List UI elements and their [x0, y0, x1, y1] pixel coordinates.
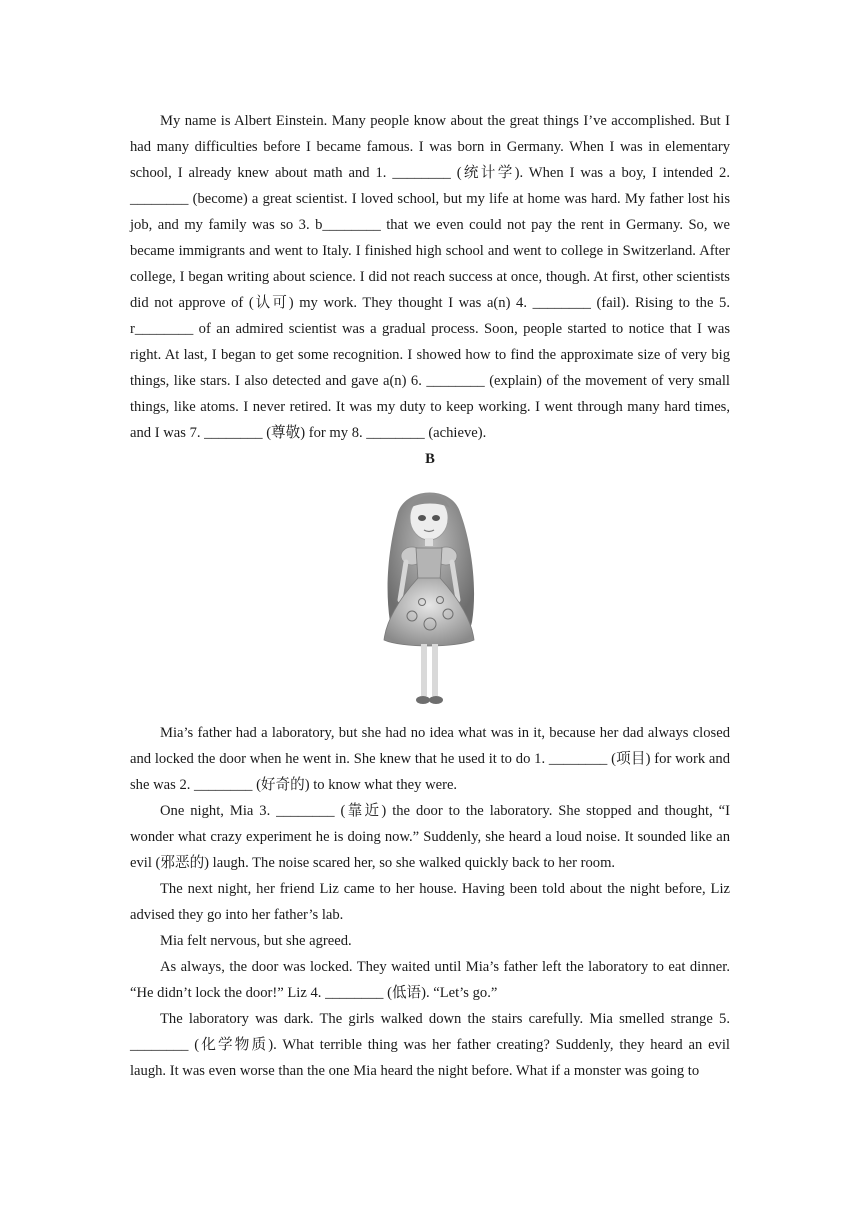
- passage-b-paragraph-6: The laboratory was dark. The girls walked down the stairs carefully. Mia smelled strange 5. ________ (化学物质). What terrible thing was her father creating? Suddenly, they heard an evil laugh. It was even worse than the one Mia heard the night before. What if a monster was going to: [130, 1011, 730, 1079]
- passage-b-paragraph-4: Mia felt nervous, but she agreed.: [160, 933, 352, 949]
- document-page: [130, 108, 730, 1084]
- section-b-label: B: [425, 451, 435, 467]
- doll-figure: [130, 472, 730, 712]
- passage-b-paragraph-3: The next night, her friend Liz came to her house. Having been told about the night before, Liz advised they go into her father’s lab.: [130, 881, 730, 923]
- doll-illustration-icon: [360, 472, 500, 712]
- passage-a-paragraph: My name is Albert Einstein. Many people know about the great things I’ve accomplished. But I had many difficulties before I became famous. I was born in Germany. When I was in elementary school, I already knew about math and 1. ________ (统计学). When I was a boy, I intended 2. ________ (become) a great scientist. I loved school, but my life at home was hard. My father lost his job, and my family was so 3. b________ that we even could not pay the rent in Germany. So, we became immigrants and went to Italy. I finished high school and went to college in Switzerland. After college, I began writing about science. I did not reach success at once, though. At first, other scientists did not approve of (认可) my work. They thought I was a(n) 4. ________ (fail). Rising to the 5. r________ of an admired scientist was a gradual process. Soon, people started to notice that I was right. At last, I began to get some recognition. I showed how to find the approximate size of very big things, like stars. I also detected and gave a(n) 6. ________ (explain) of the movement of very small things, like atoms. I never retired. It was my duty to keep working. I went through many hard times, and I was 7. ________ (尊敬) for my 8. ________ (achieve).: [130, 113, 730, 441]
- passage-b-paragraph-2: One night, Mia 3. ________ (靠近) the door to the laboratory. She stopped and thought, “I wonder what crazy experiment he is doing now.” Suddenly, she heard a loud noise. It sounded like an evil (邪恶的) laugh. The noise scared her, so she walked quickly back to her room.: [130, 803, 730, 871]
- passage-b-paragraph-1: Mia’s father had a laboratory, but she had no idea what was in it, because her dad always closed and locked the door when he went in. She knew that he used it to do 1. ________ (项目) for work and she was 2. ________ (好奇的) to know what they were.: [130, 725, 730, 793]
- passage-b-paragraph-5: As always, the door was locked. They waited until Mia’s father left the laboratory to eat dinner. “He didn’t lock the door!” Liz 4. ________ (低语). “Let’s go.”: [130, 959, 730, 1001]
